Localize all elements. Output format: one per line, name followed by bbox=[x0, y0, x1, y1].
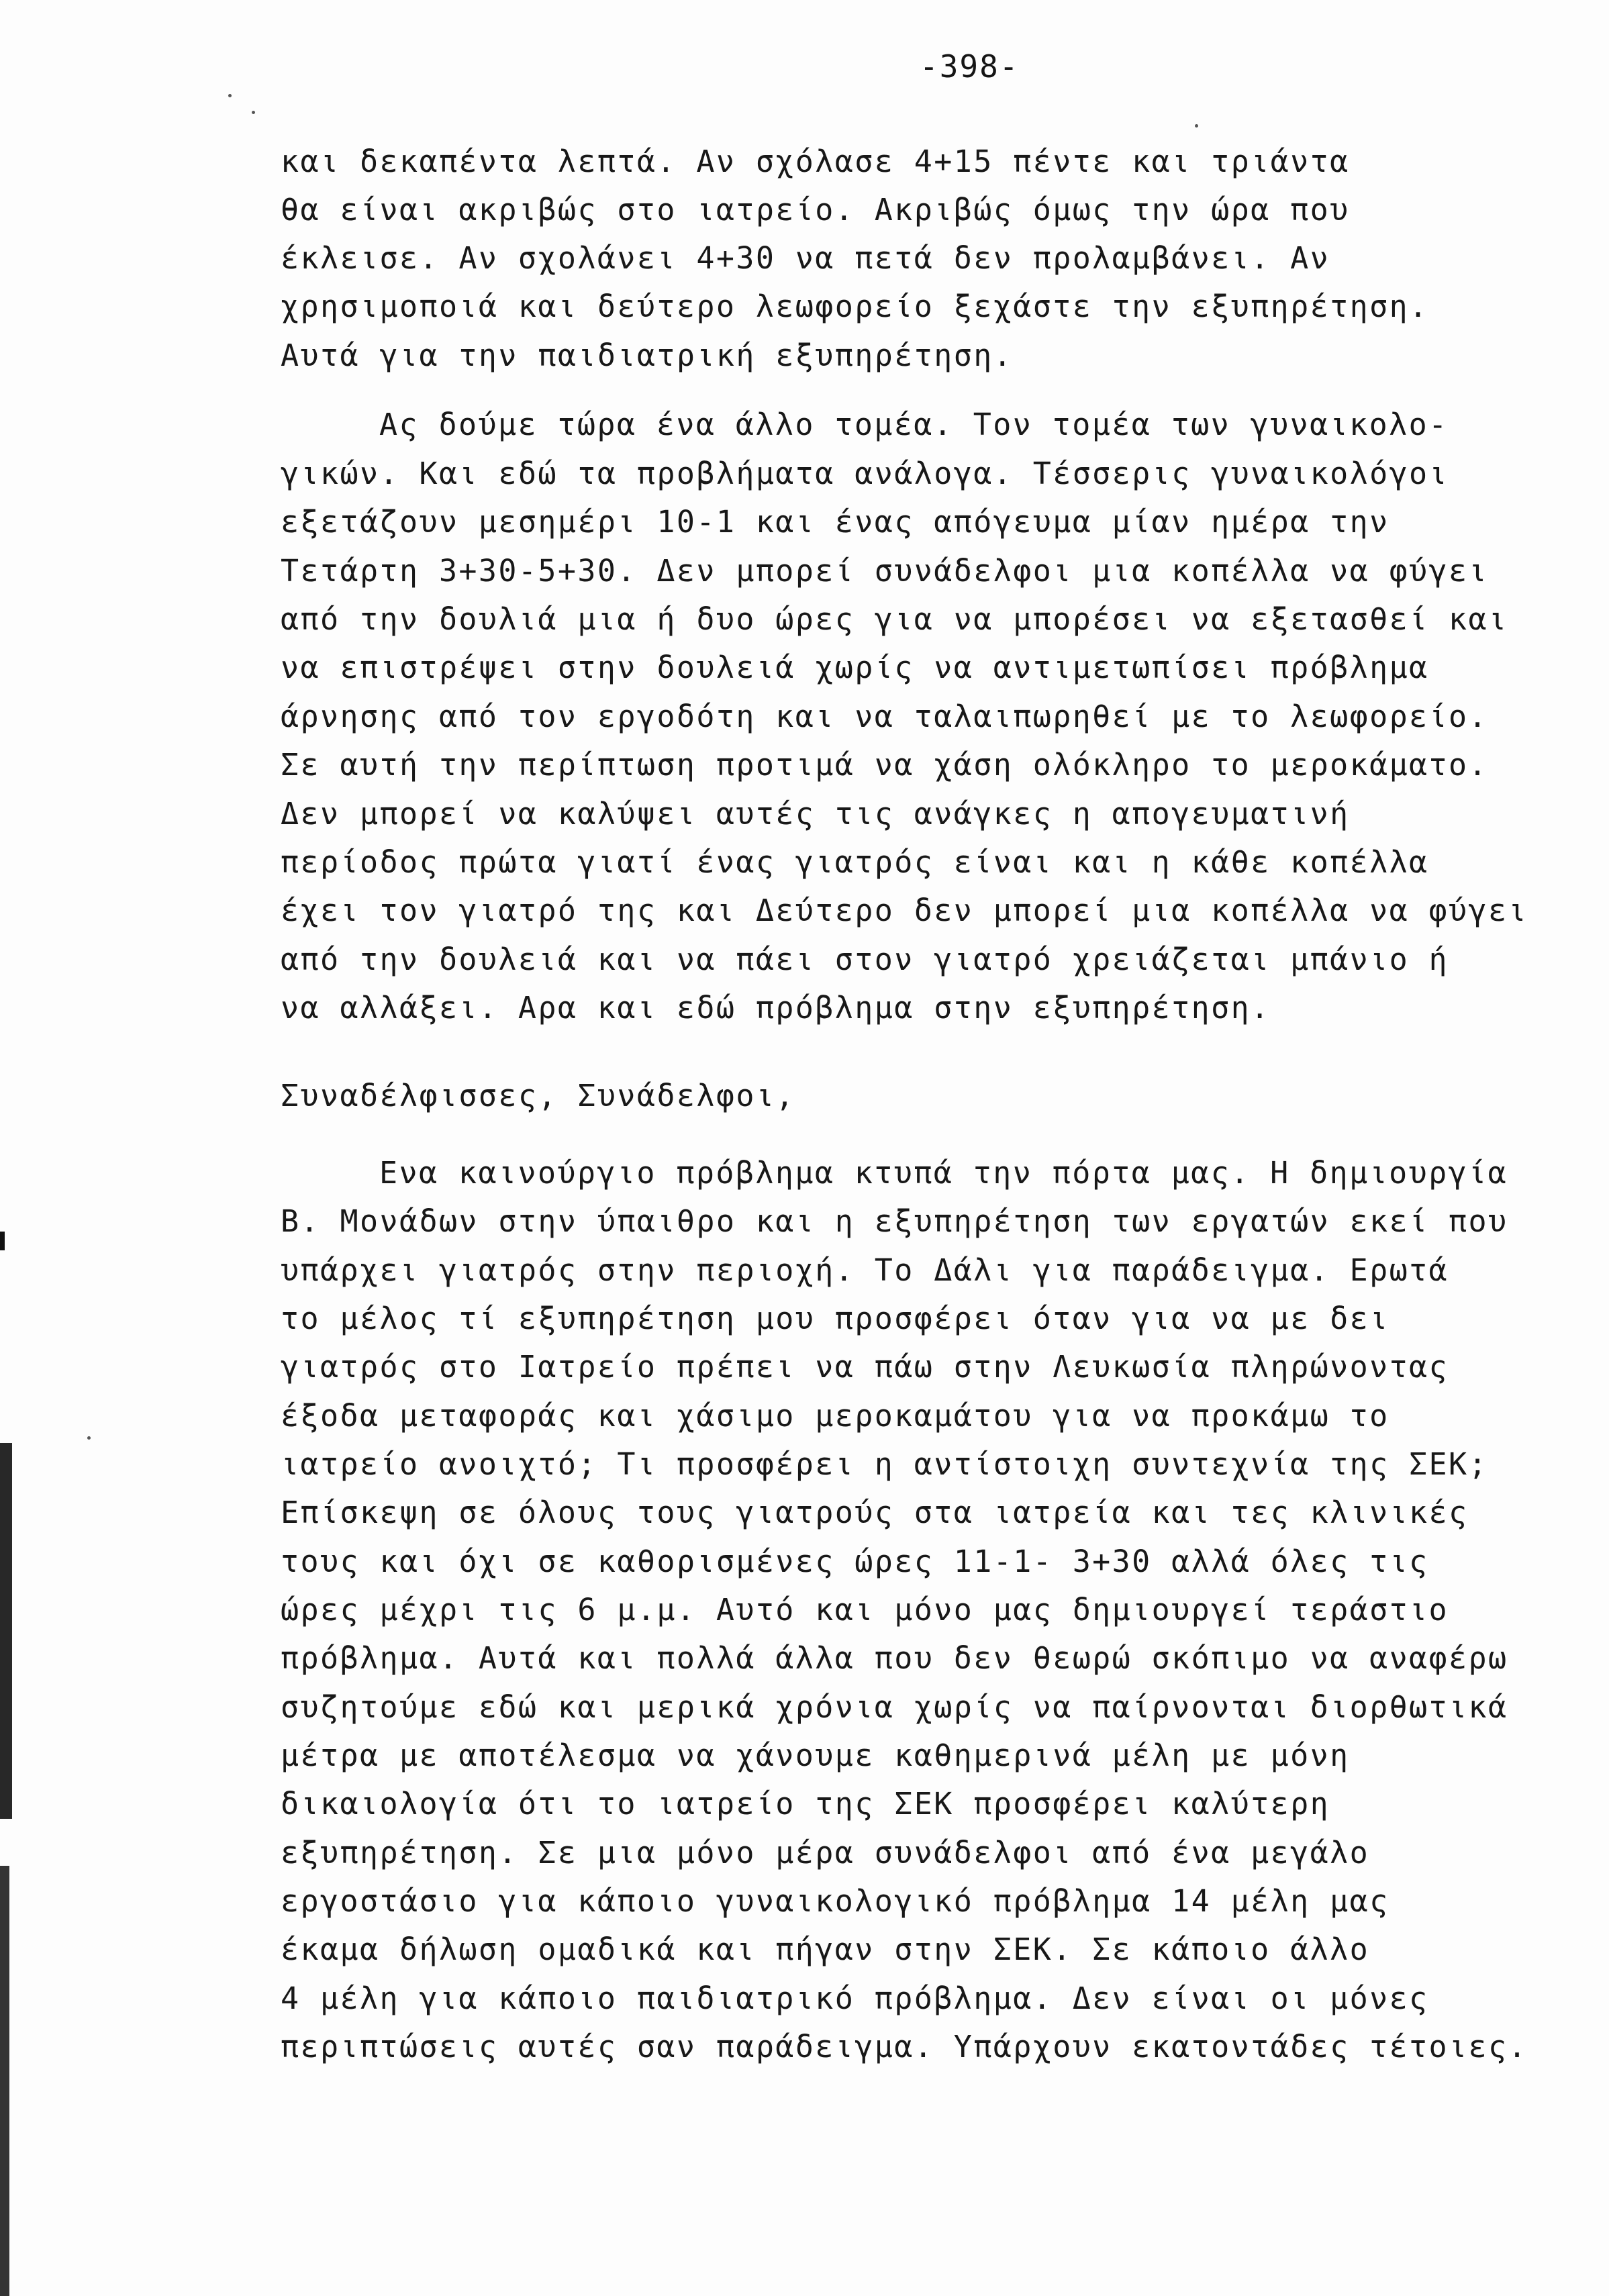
text-line: δικαιολογία ότι το ιατρείο της ΣΕΚ προσφέρει καλύτερη bbox=[281, 1786, 1330, 1821]
text-line: εξυπηρέτηση. Σε μια μόνο μέρα συνάδελφοι από ένα μεγάλο bbox=[281, 1835, 1370, 1870]
text-line: ιατρείο ανοιχτό; Τι προσφέρει η αντίστοιχη συντεχνία της ΣΕΚ; bbox=[281, 1446, 1489, 1482]
text-line: έξοδα μεταφοράς και χάσιμο μεροκαμάτου για να προκάμω το bbox=[281, 1398, 1389, 1434]
scan-speck bbox=[87, 1436, 91, 1440]
text-line: 4 μέλη για κάποιο παιδιατρικό πρόβλημα. Δεν είναι οι μόνες bbox=[281, 1981, 1429, 2016]
text-line: Δεν μπορεί να καλύψει αυτές τις ανάγκες η απογευματινή bbox=[281, 796, 1350, 832]
text-line: περίοδος πρώτα γιατί ένας γιατρός είναι και η κάθε κοπέλλα bbox=[281, 844, 1429, 880]
text-line: γιατρός στο Ιατρείο πρέπει να πάω στην Λευκωσία πληρώνοντας bbox=[281, 1349, 1449, 1385]
text-line: και δεκαπέντα λεπτά. Αν σχόλασε 4+15 πέντε και τριάντα bbox=[281, 144, 1350, 179]
text-line: να επιστρέψει στην δουλειά χωρίς να αντιμετωπίσει πρόβλημα bbox=[281, 650, 1429, 685]
text-line: το μέλος τί εξυπηρέτηση μου προσφέρει όταν για να με δει bbox=[281, 1301, 1389, 1336]
text-line: Αυτά για την παιδιατρική εξυπηρέτηση. bbox=[281, 338, 1014, 373]
text-line: Ας δούμε τώρα ένα άλλο τομέα. Τον τομέα των γυναικολο- bbox=[379, 407, 1449, 442]
text-line: Τετάρτη 3+30-5+30. Δεν μπορεί συνάδελφοι μια κοπέλλα να φύγει bbox=[281, 553, 1489, 589]
salutation-line: Συναδέλφισσες, Συνάδελφοι, bbox=[281, 1078, 795, 1113]
scan-speck bbox=[228, 94, 232, 97]
text-line: Επίσκεψη σε όλους τους γιατρούς στα ιατρεία και τες κλινικές bbox=[281, 1495, 1469, 1530]
text-line: από την δουλειά και να πάει στον γιατρό χρειάζεται μπάνιο ή bbox=[281, 942, 1449, 977]
scan-speck bbox=[252, 111, 255, 114]
text-line: χρησιμοποιά και δεύτερο λεωφορείο ξεχάστε την εξυπηρέτηση. bbox=[281, 289, 1429, 324]
text-line: υπάρχει γιατρός στην περιοχή. Το Δάλι για παράδειγμα. Ερωτά bbox=[281, 1252, 1449, 1288]
text-line: ώρες μέχρι τις 6 μ.μ. Αυτό και μόνο μας δημιουργεί τεράστιο bbox=[281, 1592, 1449, 1628]
scan-edge-mark bbox=[0, 1232, 5, 1250]
text-line: εξετάζουν μεσημέρι 10-1 και ένας απόγευμα μίαν ημέρα την bbox=[281, 504, 1389, 540]
text-line: Β. Μονάδων στην ύπαιθρο και η εξυπηρέτηση των εργατών εκεί που bbox=[281, 1203, 1508, 1239]
text-line: μέτρα με αποτέλεσμα να χάνουμε καθημερινά μέλη με μόνη bbox=[281, 1738, 1350, 1773]
text-line: Ενα καινούργιο πρόβλημα κτυπά την πόρτα μας. Η δημιουργία bbox=[379, 1155, 1508, 1191]
text-line: περιπτώσεις αυτές σαν παράδειγμα. Υπάρχουν εκατοντάδες τέτοιες. bbox=[281, 2029, 1528, 2064]
page-number: -398- bbox=[920, 48, 1020, 85]
text-line: πρόβλημα. Αυτά και πολλά άλλα που δεν θεωρώ σκόπιμο να αναφέρω bbox=[281, 1640, 1508, 1676]
scan-edge-mark bbox=[0, 1443, 12, 1819]
text-line: εργοστάσιο για κάποιο γυναικολογικό πρόβλημα 14 μέλη μας bbox=[281, 1883, 1389, 1919]
text-line: Σε αυτή την περίπτωση προτιμά να χάση ολόκληρο το μεροκάματο. bbox=[281, 747, 1489, 783]
text-line: τους και όχι σε καθορισμένες ώρες 11-1- 3+30 αλλά όλες τις bbox=[281, 1544, 1429, 1579]
text-line: συζητούμε εδώ και μερικά χρόνια χωρίς να παίρνονται διορθωτικά bbox=[281, 1689, 1508, 1725]
text-line: από την δουλιά μια ή δυο ώρες για να μπορέσει να εξετασθεί και bbox=[281, 601, 1508, 637]
scan-speck bbox=[1195, 124, 1198, 128]
text-line: άρνησης από τον εργοδότη και να ταλαιπωρηθεί με το λεωφορείο. bbox=[281, 699, 1489, 734]
text-line: έχει τον γιατρό της και Δεύτερο δεν μπορεί μια κοπέλλα να φύγει bbox=[281, 893, 1528, 928]
text-line: γικών. Και εδώ τα προβλήματα ανάλογα. Τέσσερις γυναικολόγοι bbox=[281, 456, 1449, 491]
text-line: θα είναι ακριβώς στο ιατρείο. Ακριβώς όμως την ώρα που bbox=[281, 192, 1350, 228]
text-line: έκλεισε. Αν σχολάνει 4+30 να πετά δεν προλαμβάνει. Αν bbox=[281, 240, 1330, 276]
scan-edge-mark bbox=[0, 1866, 9, 2296]
text-line: έκαμα δήλωση ομαδικά και πήγαν στην ΣΕΚ. Σε κάποιο άλλο bbox=[281, 1932, 1370, 1967]
text-line: να αλλάξει. Αρα και εδώ πρόβλημα στην εξυπηρέτηση. bbox=[281, 990, 1271, 1026]
